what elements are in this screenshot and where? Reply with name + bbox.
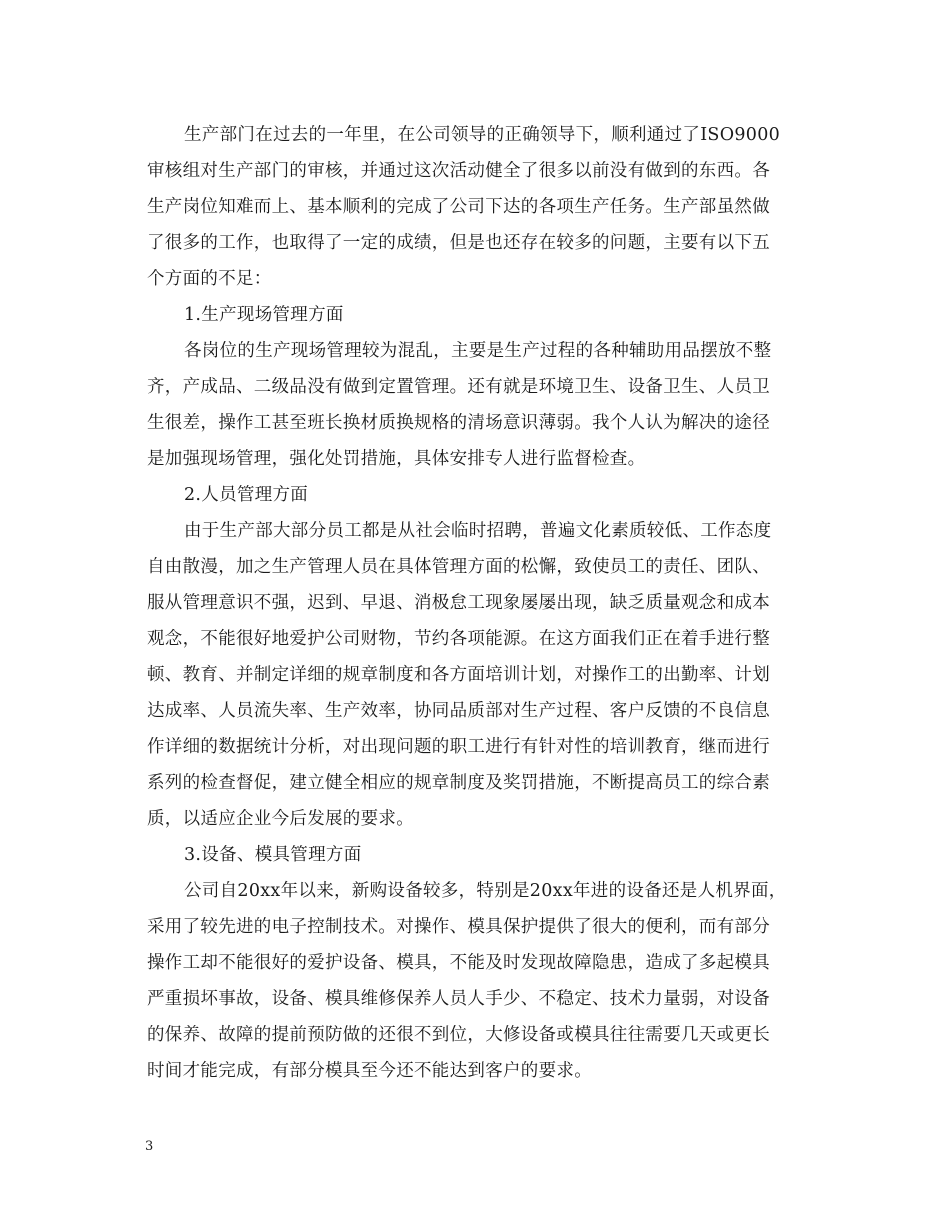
page-number: 3 — [145, 1139, 154, 1154]
section-2-paragraph-line-2: 自由散漫，加之生产管理人员在具体管理方面的松懈，致使员工的责任、团队、 — [147, 557, 770, 577]
intro-paragraph-line-3: 生产岗位知难而上、基本顺利的完成了公司下达的各项生产任务。生产部虽然做 — [147, 197, 770, 217]
section-3-paragraph-line-2: 采用了较先进的电子控制技术。对操作、模具保护提供了很大的便利，而有部分 — [147, 917, 770, 937]
section-1-paragraph-line-2: 齐，产成品、二级品没有做到定置管理。还有就是环境卫生、设备卫生、人员卫 — [147, 377, 770, 397]
section-2-paragraph-line-8: 系列的检查督促，建立健全相应的规章制度及奖罚措施，不断提高员工的综合素 — [147, 773, 770, 793]
section-2-heading: 2.人员管理方面 — [184, 485, 309, 505]
section-3-paragraph-line-4: 严重损坏事故，设备、模具维修保养人员人手少、不稳定、技术力量弱，对设备 — [147, 989, 770, 1009]
section-2-paragraph-line-7: 作详细的数据统计分析，对出现问题的职工进行有针对性的培训教育，继而进行 — [147, 737, 770, 757]
section-2-paragraph-line-5: 顿、教育、并制定详细的规章制度和各方面培训计划，对操作工的出勤率、计划 — [147, 665, 770, 685]
section-3-paragraph-line-1: 公司自20xx年以来，新购设备较多，特别是20xx年进的设备还是人机界面， — [184, 881, 787, 901]
section-3-paragraph-line-6: 时间才能完成，有部分模具至今还不能达到客户的要求。 — [147, 1061, 592, 1081]
section-1-heading: 1.生产现场管理方面 — [184, 305, 344, 325]
section-2-paragraph-line-4: 观念，不能很好地爱护公司财物，节约各项能源。在这方面我们正在着手进行整 — [147, 629, 770, 649]
intro-paragraph-line-4: 了很多的工作，也取得了一定的成绩，但是也还存在较多的问题，主要有以下五 — [147, 233, 770, 253]
section-3-paragraph-line-3: 操作工却不能很好的爱护设备、模具，不能及时发现故障隐患，造成了多起模具 — [147, 953, 770, 973]
intro-paragraph-line-2: 审核组对生产部门的审核，并通过这次活动健全了很多以前没有做到的东西。各 — [147, 161, 770, 181]
section-2-paragraph-line-6: 达成率、人员流失率、生产效率，协同品质部对生产过程、客户反馈的不良信息 — [147, 701, 770, 721]
section-3-paragraph-line-5: 的保养、故障的提前预防做的还很不到位，大修设备或模具往往需要几天或更长 — [147, 1025, 770, 1045]
intro-paragraph-line-1: 生产部门在过去的一年里，在公司领导的正确领导下，顺利通过了ISO9000 — [184, 125, 781, 145]
section-3-heading: 3.设备、模具管理方面 — [184, 845, 362, 865]
section-2-paragraph-line-9: 质，以适应企业今后发展的要求。 — [147, 809, 414, 829]
section-1-paragraph-line-1: 各岗位的生产现场管理较为混乱，主要是生产过程的各种辅助用品摆放不整 — [184, 341, 772, 361]
section-2-paragraph-line-1: 由于生产部大部分员工都是从社会临时招聘，普遍文化素质较低、工作态度 — [184, 521, 772, 541]
intro-paragraph-line-5: 个方面的不足： — [147, 269, 272, 289]
document-body — [147, 117, 807, 1089]
section-1-paragraph-line-4: 是加强现场管理，强化处罚措施，具体安排专人进行监督检查。 — [147, 449, 646, 469]
section-1-paragraph-line-3: 生很差，操作工甚至班长换材质换规格的清场意识薄弱。我个人认为解决的途径 — [147, 413, 770, 433]
section-2-paragraph-line-3: 服从管理意识不强，迟到、早退、消极怠工现象屡屡出现，缺乏质量观念和成本 — [147, 593, 770, 613]
